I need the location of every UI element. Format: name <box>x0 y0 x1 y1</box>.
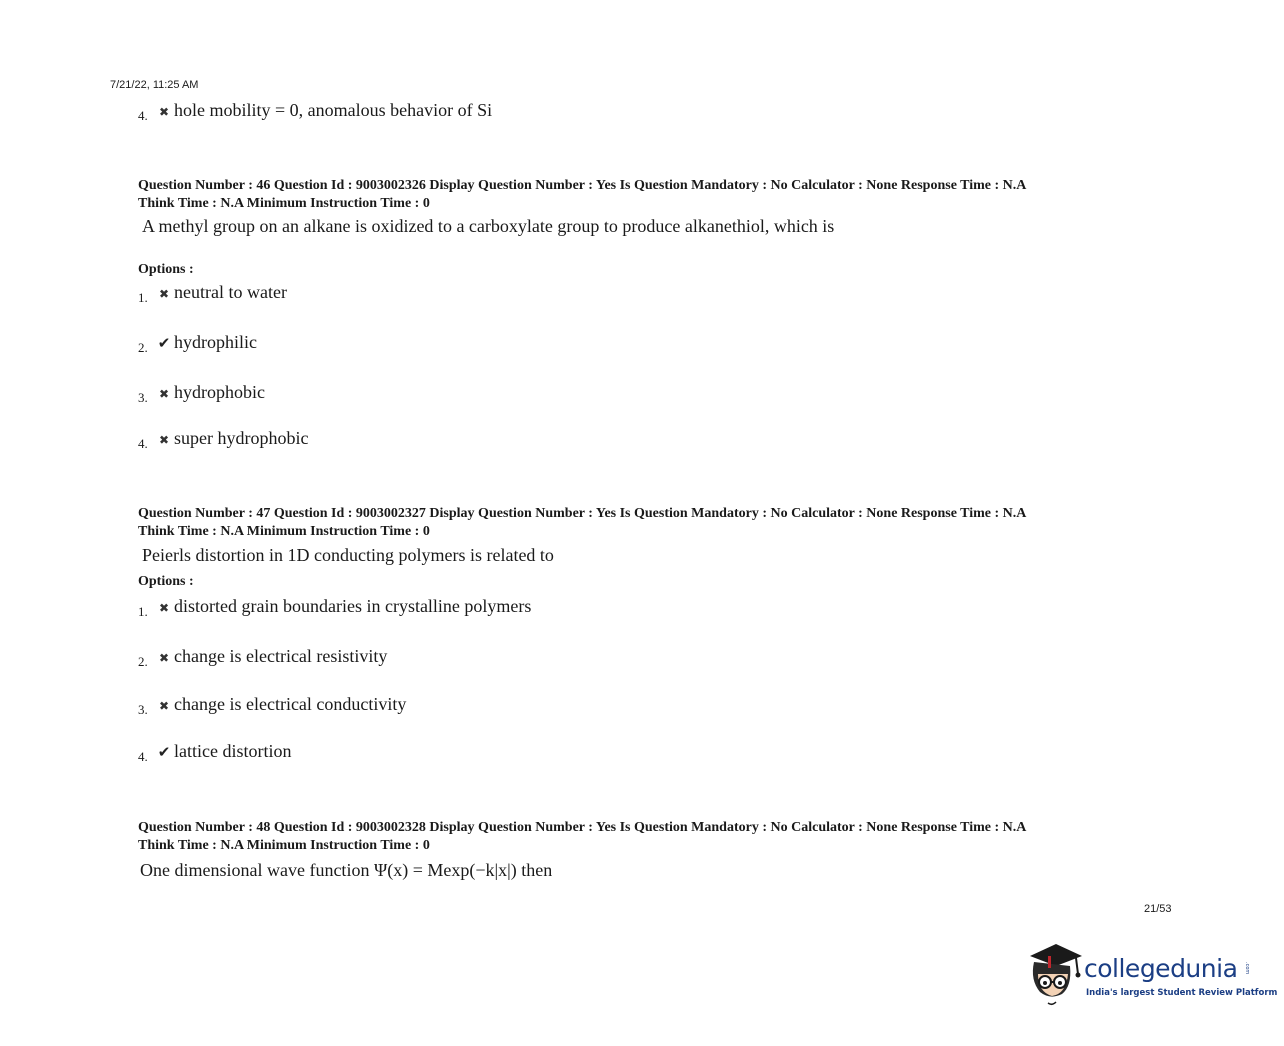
logo-wordmark: collegedunia <box>1084 954 1238 983</box>
options-label: Options : <box>138 574 194 589</box>
logo-tagline: India's largest Student Review Platform <box>1086 988 1278 998</box>
option-text: lattice distortion <box>174 741 292 761</box>
option-number: 2. <box>138 340 148 355</box>
option-number: 4. <box>138 108 148 123</box>
cross-icon: ✖ <box>158 651 170 665</box>
option-row <box>138 100 492 121</box>
option-text: neutral to water <box>174 282 287 302</box>
option-text: distorted grain boundaries in crystalline polymers <box>174 596 532 616</box>
option-row <box>138 428 308 449</box>
option-row <box>138 596 531 617</box>
option-text: change is electrical resistivity <box>174 646 388 666</box>
option-number: 2. <box>138 654 148 669</box>
option-text: hole mobility = 0, anomalous behavior of Si <box>174 100 493 120</box>
option-row <box>138 646 387 667</box>
cross-icon: ✖ <box>158 105 170 119</box>
cross-icon: ✖ <box>158 433 170 447</box>
option-row <box>138 741 291 762</box>
option-row <box>138 282 287 303</box>
check-icon: ✔ <box>157 745 171 761</box>
option-number: 3. <box>138 390 148 405</box>
question-meta: Question Number : 46 Question Id : 9003002326 Display Question Number : Yes Is Question Mandatory : No Calculator : None Response Time : N.A Think Time : N.A Minimum Instruction Time : 0 <box>138 178 1027 211</box>
option-row <box>138 382 265 403</box>
option-text: hydrophilic <box>174 332 257 352</box>
option-row <box>138 332 257 353</box>
student-mascot-icon <box>1026 940 1084 1008</box>
check-icon: ✔ <box>157 336 171 352</box>
question-meta: Question Number : 47 Question Id : 9003002327 Display Question Number : Yes Is Question Mandatory : No Calculator : None Response Time : N.A Think Time : N.A Minimum Instruction Time : 0 <box>138 506 1027 539</box>
cross-icon: ✖ <box>158 601 170 615</box>
option-text: super hydrophobic <box>174 428 309 448</box>
cross-icon: ✖ <box>158 287 170 301</box>
question-text: A methyl group on an alkane is oxidized to a carboxylate group to produce alkanethiol, which is <box>142 216 835 236</box>
cross-icon: ✖ <box>158 699 170 713</box>
question-text: One dimensional wave function Ψ(x) = Mexp(−k|x|) then <box>140 860 553 880</box>
option-number: 3. <box>138 702 148 717</box>
collegedunia-logo <box>1026 940 1278 1010</box>
option-row <box>138 694 406 715</box>
option-text: change is electrical conductivity <box>174 694 407 714</box>
option-number: 1. <box>138 290 148 305</box>
option-number: 1. <box>138 604 148 619</box>
option-number: 4. <box>138 749 148 764</box>
options-label: Options : <box>138 262 194 277</box>
question-text: Peierls distortion in 1D conducting polymers is related to <box>142 545 554 565</box>
print-timestamp: 7/21/22, 11:25 AM <box>110 79 199 91</box>
question-meta: Question Number : 48 Question Id : 9003002328 Display Question Number : Yes Is Question Mandatory : No Calculator : None Response Time : N.A Think Time : N.A Minimum Instruction Time : 0 <box>138 820 1027 853</box>
page-number: 21/53 <box>1144 903 1172 915</box>
option-text: hydrophobic <box>174 382 265 402</box>
option-number: 4. <box>138 436 148 451</box>
cross-icon: ✖ <box>158 387 170 401</box>
logo-domain: .com <box>1244 962 1250 975</box>
